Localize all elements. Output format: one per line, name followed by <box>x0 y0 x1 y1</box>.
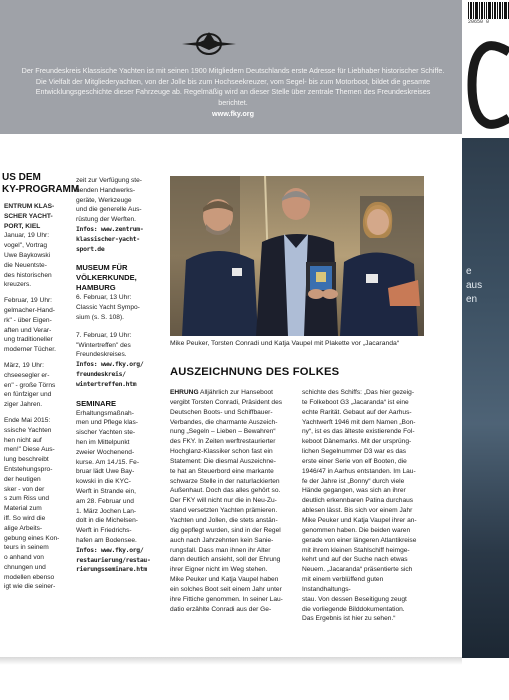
program-entry-line: lung beschreibt <box>4 456 49 464</box>
seminare-text-line: kurse. Am 14./15. Fe- <box>76 458 140 466</box>
article-line: Statement: Die diesmal Auszeichne- <box>170 457 276 465</box>
program-title-line-2: KY-PROGRAMM <box>2 184 80 195</box>
intro-line: und die generelle Aus- <box>76 206 142 214</box>
article-line: des FKY. In Zeiten werftrestaurierter <box>170 438 276 446</box>
program-entry-line: modellen ebenso <box>4 573 55 581</box>
program-entry-line: des historischen <box>4 271 52 279</box>
article-line: gerade von einer längeren Atlantikreise <box>302 536 417 544</box>
header-band <box>0 0 462 134</box>
wintertreffen-text-line: 7. Februar, 19 Uhr: <box>76 331 132 339</box>
article-line: lichen Segelnummer D3 war es das <box>302 448 407 456</box>
article-line: rungsfall. Dass man ihnen ihr Alter <box>170 546 271 554</box>
program-entry <box>4 202 70 290</box>
header-url[interactable]: www.fky.org <box>212 109 254 119</box>
program-entry-line: moderner Tücher. <box>4 346 56 354</box>
article-line: Mike Peuker und Katja Vaupel ihrer an- <box>302 516 417 524</box>
article-line: Mike Peuker und Katja Vaupel haben <box>170 576 279 584</box>
article-line: datio erzählte Conradi aus der Ge- <box>170 605 272 613</box>
barcode-number: 20650 0 <box>468 19 490 25</box>
seminare-text-line: dolt in die Michelsen- <box>76 517 138 525</box>
program-entry-line: en fünfziger und <box>4 391 52 399</box>
program-entry-line: Material zum <box>4 505 42 513</box>
adjacent-word-2: aus <box>466 280 483 291</box>
page-bottom-shadow <box>0 657 462 665</box>
program-entry-line: Entstehungspro- <box>4 465 53 473</box>
seminare-link-line: rierungsseminare.htm <box>76 565 147 574</box>
seminare-text-line: Werft in Friedrichs- <box>76 527 132 535</box>
article-line: ny“, ist es das älteste existierende Fol- <box>302 428 415 436</box>
program-entry-line: s zum Riss und <box>4 495 50 503</box>
program-entry-line: en" - große Törns <box>4 381 56 389</box>
program-entry-line: kreuzers. <box>4 281 32 289</box>
program-entry-line: Februar, 19 Uhr: <box>4 297 53 305</box>
program-entry-line: chnungen und <box>4 563 46 571</box>
article-line: Deutschen Boots- und Schiffbauer- <box>170 408 273 416</box>
program-entry-line: ENTRUM KLAS- <box>4 203 55 210</box>
article-line: Das Ergebnis ist hier zu sehen.“ <box>302 615 396 623</box>
article-column-2 <box>302 388 428 624</box>
article-line: Neuem. „Jacaranda“ präsentierte sich <box>302 566 413 574</box>
program-entry-line: rk" - über Eigen- <box>4 316 52 324</box>
seminare-text-line: hafen am Bodensee. <box>76 536 137 544</box>
seminare-text <box>76 409 158 546</box>
article-line: die vorliegende Bilddokumentation. <box>302 605 405 613</box>
seminare-text-line: 1. März Jochen Lan- <box>76 507 137 515</box>
museum-heading-line: VÖLKERKUNDE, <box>76 273 137 283</box>
header-text: Der Freundeskreis Klassische Yachten ist mit seinen 1900 Mitgliedern Deutschlands erste Adresse für Liebhaber historischer Schiffe. Die Vielfalt der Mitgliederyachten, von der Jolle bis zum Hochseekreuzer, vom Segel- bis zum Motorboot, bildet die gesamte Entwicklungsgeschichte dieser Fahrzeuge ab. Regelmäßig wird an dieser Stelle über zentrale Themen des Freundeskreises berichtet. <box>21 66 445 107</box>
intro-link-line: Infos: www.zentrum- <box>76 224 144 233</box>
big-letter-c <box>466 40 509 130</box>
museum-text-line: sium (s. S. 108). <box>76 313 125 321</box>
program-entry-line: aften und Verar- <box>4 326 52 334</box>
article-line: erste einer Serie von elf Booten, die <box>302 457 407 465</box>
program-entry-line: men!" Diese Aus- <box>4 446 55 454</box>
program-entry-line: sker - von der <box>4 485 45 493</box>
award-photo-image <box>170 176 424 336</box>
seminare-link[interactable] <box>76 546 158 575</box>
seminare-text-line: sischer Yachten ste- <box>76 429 136 437</box>
program-entry-line: Januar, 19 Uhr: <box>4 232 50 240</box>
article-line: Außenhaut. Doch das alles gehört so. <box>170 487 281 495</box>
wintertreffen-text <box>76 331 158 360</box>
seminare-text-line: men und Pflege klas- <box>76 419 138 427</box>
program-entry-line: Uwe Baykowski <box>4 251 51 259</box>
article-line: Hände gegangen, was sich an ihrer <box>302 487 406 495</box>
wintertreffen-link-line: Infos: www.fky.org/ <box>76 360 144 369</box>
program-entry <box>4 296 70 355</box>
intro-line: rüstung der Werften. <box>76 216 136 224</box>
wintertreffen-link-line: wintertreffen.htm <box>76 379 137 388</box>
program-entry-line: SCHER YACHT- <box>4 212 53 220</box>
adjacent-word-3: en <box>466 294 478 305</box>
article-line: Yachtwerft 1946 mit dem Namen „Bon- <box>302 418 416 426</box>
article-line: Yachten und Jollen, die stets anstän- <box>170 516 278 524</box>
seminare-link-line: Infos: www.fky.org/ <box>76 545 144 554</box>
big-letter-text: C <box>466 40 467 41</box>
article-line: vergibt Torsten Conradi, Präsident des <box>170 398 283 406</box>
article-line: keboot Dänemarks. Mit der ursprüng- <box>302 438 412 446</box>
adjacent-page-photo <box>462 138 509 658</box>
program-entry-line: teurs in seinem <box>4 544 49 552</box>
article-line: mit ihrem kleinen Stahlschiff heimge- <box>302 546 410 554</box>
article-line: stand versetzten Yachten prämieren. <box>170 507 278 515</box>
program-entry-line: o anhand von <box>4 554 44 562</box>
seminare-text-line: hen im Mittelpunkt <box>76 438 130 446</box>
article-line: ablesen lässt. Bis sich vor einem Jahr <box>302 507 413 515</box>
barcode-icon <box>468 2 509 19</box>
museum-heading <box>76 263 158 293</box>
article-column-1 <box>170 388 296 614</box>
intro-link[interactable] <box>76 225 158 254</box>
intro-link-line: klassischer-yacht- <box>76 234 140 243</box>
program-entry-line: der heutigen <box>4 475 41 483</box>
article-line: stau. Von dessen Beseitigung zeugt <box>302 595 407 603</box>
article-line: echte Rarität. Gebaut auf der Aarhus- <box>302 408 412 416</box>
intro-line: zeit zur Verfügung ste- <box>76 177 142 184</box>
article-line: deutlich erkennbaren Patina durchaus <box>302 497 414 505</box>
seminare-heading: SEMINARE <box>76 398 117 408</box>
program-entry-line: iff. So wird die <box>4 514 46 522</box>
program-entry-line: vogel", Vortrag <box>4 242 48 250</box>
adjacent-word-1: e <box>466 266 472 277</box>
article-line: EHRUNG Alljährlich zur Hanseboot <box>170 389 273 396</box>
program-entry-line: PORT, KIEL <box>4 222 41 230</box>
program-entry-line: ssische Yachten <box>4 426 52 434</box>
article-line: nung „Segeln – Lieben – Bewahren“ <box>170 428 276 436</box>
article-line: schwarze Stelle in der naturlackierten <box>170 477 280 485</box>
header-description <box>20 66 446 120</box>
wintertreffen-link-line: freundeskreis/ <box>76 369 126 378</box>
article-line: auch nach Jahrzehnten kein Sanie- <box>170 536 274 544</box>
article-line: dann deutlich ansieht, soll der Ehrung <box>170 556 281 564</box>
program-entry-line: gelmacher-Hand- <box>4 306 55 314</box>
museum-heading-line: HAMBURG <box>76 283 116 293</box>
article-lead-word: EHRUNG <box>170 389 199 396</box>
seminare-text-line: Erhaltungsmaßnah- <box>76 409 134 417</box>
program-entry-line: gebung eines Kon- <box>4 534 60 542</box>
program-entry-line: chseesegler er- <box>4 371 50 379</box>
article-line: 1946/47 in Aarhus entstanden. Im Lau- <box>302 467 416 475</box>
seminare-text-line: am 28. Februar und <box>76 497 134 505</box>
article-line: mit einem verblüffend guten Instandhaltungs- <box>302 576 384 593</box>
wintertreffen-link[interactable] <box>76 360 158 389</box>
seminare-text-line: kowski in die KYC- <box>76 478 131 486</box>
museum-text-line: 6. Februar, 13 Uhr: <box>76 294 132 302</box>
article-line: Verbandes, die charmante Auszeich- <box>170 418 278 426</box>
article-line: te hat an Steuerbord eine markante <box>170 467 274 475</box>
photo-caption: Mike Peuker, Torsten Conradi und Katja Vaupel mit Plakette vor „Jacaranda“ <box>170 340 400 347</box>
program-entries <box>0 202 70 592</box>
intro-line: geräte, Werkzeuge <box>76 196 132 204</box>
museum-text-line: Classic Yacht Sympo- <box>76 304 140 312</box>
program-entry-line: igt wie die seiner- <box>4 583 56 591</box>
intro-text <box>76 176 158 225</box>
article-line: schichte des Schiffs: „Das hier gezeig- <box>302 389 415 396</box>
wintertreffen-text-line: "Wintertreffen" des <box>76 341 131 349</box>
program-entry-line: die Neuentste- <box>4 261 47 269</box>
events-column <box>76 176 158 575</box>
article-line: kehrt und auf der Suche nach etwas <box>302 556 408 564</box>
program-entry-line: ung traditioneller <box>4 336 53 344</box>
article-line: ihrer Eigner nicht im Weg stehen. <box>170 566 268 574</box>
article-line: Der FKY will nicht nur die in Neu-Zu- <box>170 497 277 505</box>
seminare-text-line: bruar lädt Uwe Bay- <box>76 468 135 476</box>
fky-logo-icon <box>180 26 238 60</box>
seminare-text-line: zweier Wochenend- <box>76 448 135 456</box>
article-line: ein solches Boot seit einem Jahr unter <box>170 585 282 593</box>
program-entry-line: alige Arbeits- <box>4 524 43 532</box>
program-entry-line: März, 19 Uhr: <box>4 361 44 369</box>
program-column <box>0 172 80 642</box>
intro-line: henden Handwerks- <box>76 186 136 194</box>
article-line: fe der Jahre ist „Bonny“ durch viele <box>302 477 405 485</box>
intro-link-line: sport.de <box>76 244 105 253</box>
article-line: dig gepflegt wurden, sind in der Regel <box>170 526 281 534</box>
adjacent-page <box>462 0 509 700</box>
museum-text <box>76 293 158 322</box>
program-entry-line: ziger Jahren. <box>4 401 43 409</box>
seminare-text-line: Werft in Strande ein, <box>76 487 136 495</box>
wintertreffen-text-line: Freundeskreises. <box>76 351 127 359</box>
program-entry-line: hen nicht auf <box>4 436 42 444</box>
program-entry-line: Ende Mai 2015: <box>4 416 51 424</box>
award-photo <box>170 176 424 336</box>
museum-heading-line: MUSEUM FÜR <box>76 263 128 273</box>
article-title: AUSZEICHNUNG DES FOLKES <box>170 366 340 378</box>
article-line: ihre Fittiche genommen. In seiner Lau- <box>170 595 283 603</box>
program-entry <box>4 361 70 410</box>
article-line: genommen haben. Die beiden waren <box>302 526 411 534</box>
program-title-line-1: US DEM <box>2 172 41 183</box>
seminare-link-line: restaurierung/restau- <box>76 555 151 564</box>
program-entry <box>4 416 70 592</box>
article-line: Hochglanz-Klassiker schon fast ein <box>170 448 273 456</box>
article-line: te Folkeboot G3 „Jacaranda“ ist eine <box>302 398 409 406</box>
